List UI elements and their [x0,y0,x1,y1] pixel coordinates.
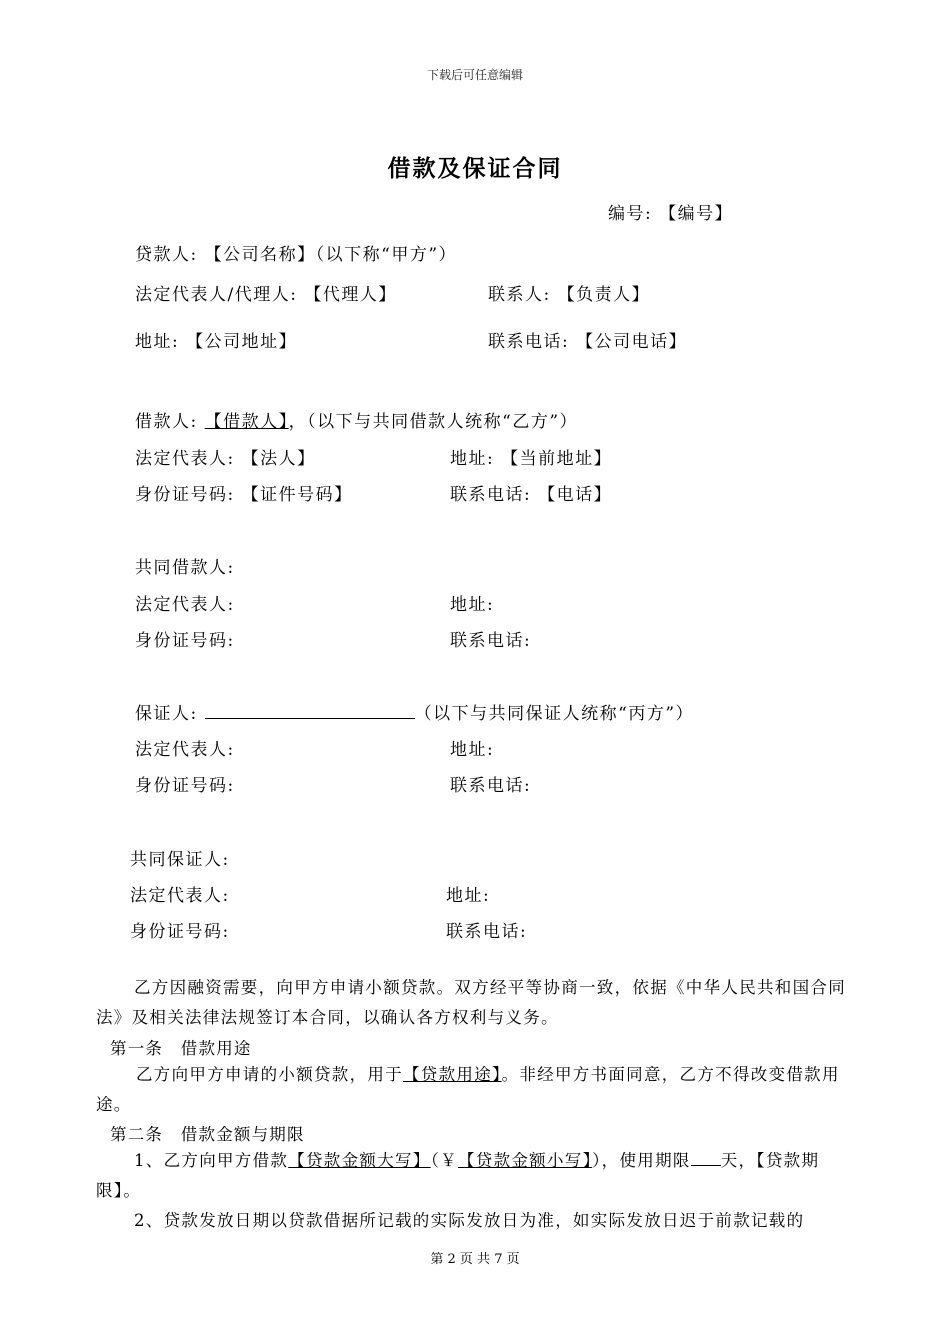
clause-1-text-c: ），使用期限 [592,1151,691,1170]
co-borrower-id: 身份证号码: [135,631,235,651]
borrower-rep: 法定代表人: 【法人】 [135,449,316,469]
borrower-phone: 联系电话: 【电话】 [450,485,613,505]
co-borrower-title: 共同借款人: [135,558,235,578]
co-borrower-rep: 法定代表人: [135,595,235,615]
borrower-suffix: ，（以下与共同借款人统称“乙方”） [288,412,579,432]
loan-term-field: 【贷款期限】。 [96,1151,820,1200]
article-2-title: 第二条 借款金额与期限 [110,1125,305,1144]
lender-rep: 法定代表人/代理人: 【代理人】 [135,285,397,305]
borrower-address: 地址: 【当前地址】 [450,449,613,469]
article-1-paragraph [96,1060,856,1120]
article-1-text-b: 。非经甲方书面同意，乙方不得改变借款用途。 [96,1065,840,1114]
guarantor-id: 身份证号码: [135,776,235,796]
co-guarantor-address: 地址: [446,886,491,906]
clause-1-text-b: （￥ [430,1151,458,1170]
lender-address: 地址: 【公司地址】 [135,332,298,352]
loan-purpose-field: 【贷款用途】 [403,1065,502,1084]
lender-contact: 联系人: 【负责人】 [488,285,651,305]
contract-number: 编号: 【编号】 [608,204,734,224]
document-title: 借款及保证合同 [387,155,563,182]
guarantor-suffix: （以下与共同保证人统称“丙方”） [414,704,695,724]
article-1-title: 第一条 借款用途 [110,1039,252,1058]
co-borrower-phone: 联系电话: [450,631,532,651]
co-guarantor-id: 身份证号码: [130,922,230,942]
page-header-note: 下载后可任意编辑 [426,68,523,82]
guarantor-label: 保证人: [135,704,205,724]
co-guarantor-title: 共同保证人: [130,850,230,870]
article-1-text-a: 乙方向甲方申请的小额贷款，用于 [136,1065,403,1084]
co-guarantor-rep: 法定代表人: [130,886,230,906]
lender-line: 贷款人: 【公司名称】（以下称“甲方”） [135,245,458,265]
guarantor-rep: 法定代表人: [135,740,235,760]
article-2-clause-1 [96,1146,856,1206]
borrower-label: 借款人: [135,412,205,432]
co-guarantor-phone: 联系电话: [446,922,528,942]
clause-1-text-d: 天， [720,1151,757,1170]
guarantor-name-blank [205,702,415,719]
intro-paragraph: 乙方因融资需要，向甲方申请小额贷款。双方经平等协商一致，依据《中华人民共和国合同法》及相关法律法规签订本合同，以确认各方权利与义务。 [96,978,846,1027]
page-footer: 第 2 页 共 7 页 [430,1252,520,1267]
loan-amount-words-field: 【贷款金额大写】 [288,1151,431,1170]
guarantor-line [135,699,694,724]
article-2-clause-2: 2、贷款发放日期以贷款借据所记载的实际发放日为准，如实际发放日迟于前款记载的 [134,1211,805,1230]
clause-1-text-a: 1、乙方向甲方借款 [134,1151,289,1170]
borrower-name: 【借款人】 [204,412,289,432]
co-borrower-address: 地址: [450,595,495,615]
borrower-id: 身份证号码: 【证件号码】 [135,485,353,505]
guarantor-address: 地址: [450,740,495,760]
guarantor-phone: 联系电话: [450,776,532,796]
loan-amount-number-field: 【贷款金额小写】 [457,1151,593,1170]
term-days-blank [691,1149,721,1166]
borrower-line [135,407,578,432]
lender-phone: 联系电话: 【公司电话】 [488,332,688,352]
